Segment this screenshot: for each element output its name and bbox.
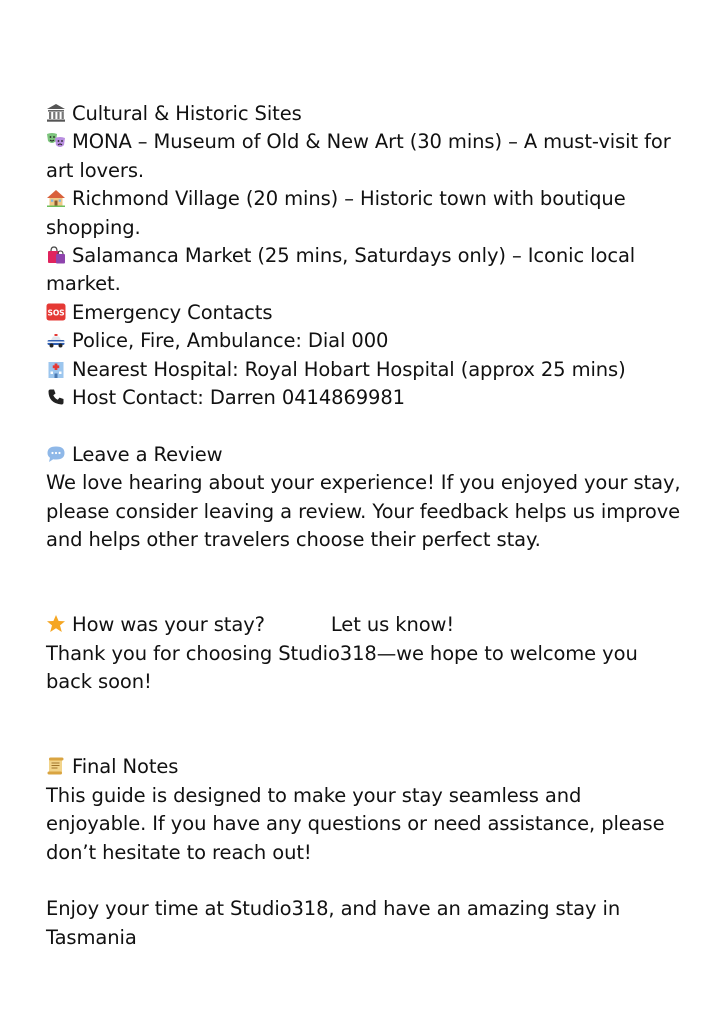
list-item-text: Police, Fire, Ambulance: Dial 000 [72,329,389,353]
police-car-icon [46,330,66,350]
closing-text: Enjoy your time at Studio318, and have an amazing stay in Tasmania [46,897,621,949]
review-body: We love hearing about your experience! If you enjoyed your stay, please consider leaving a review. Your feedback helps us improve and helps other travelers choose their perfect stay. [46,471,681,552]
list-item [46,356,686,384]
final-heading-text: Final Notes [72,755,179,779]
stay-question: How was your stay? [72,613,265,637]
spacer [46,554,686,611]
list-item [46,384,686,412]
shopping-bags-icon [46,245,66,265]
list-item-text: Nearest Hospital: Royal Hobart Hospital (approx 25 mins) [72,357,626,381]
sos-label: SOS [47,308,65,318]
stay-question-row [46,611,686,639]
stay-thanks: Thank you for choosing Studio318—we hope to welcome you back soon! [46,641,638,694]
list-item [46,242,686,299]
guide-page [46,100,686,952]
list-item [46,128,686,185]
review-heading [46,441,686,469]
let-us-know-link[interactable]: Let us know! [330,613,455,637]
list-item [46,327,686,355]
spacer [46,412,686,440]
classical-building-icon [46,103,66,123]
hospital-icon [46,359,66,379]
final-body: This guide is designed to make your stay seamless and enjoyable. If you have any questions or need assistance, please don’t hesitate to reach out! [46,783,665,864]
emergency-heading [46,299,686,327]
review-heading-text: Leave a Review [72,442,223,466]
scroll-icon [46,756,66,776]
list-item-text: MONA – Museum of Old & New Art (30 mins) – A must-visit for art lovers. [46,130,671,182]
cultural-heading-text: Cultural & Historic Sites [72,102,302,125]
spacer [46,697,686,754]
list-item-text: Salamanca Market (25 mins, Saturdays only) – Iconic local market. [46,244,636,296]
list-item [46,185,686,242]
house-icon [46,188,66,208]
theater-masks-icon [46,131,66,151]
final-heading [46,753,686,781]
cultural-heading [46,100,686,128]
sos-icon [46,302,66,322]
star-icon [46,614,66,634]
spacer [46,867,686,895]
list-item-text: Host Contact: Darren 0414869981 [72,386,405,410]
phone-icon [46,387,66,407]
list-item-text: Richmond Village (20 mins) – Historic town with boutique shopping. [46,187,626,239]
speech-bubble-icon [46,444,66,464]
emergency-heading-text: Emergency Contacts [72,300,273,324]
